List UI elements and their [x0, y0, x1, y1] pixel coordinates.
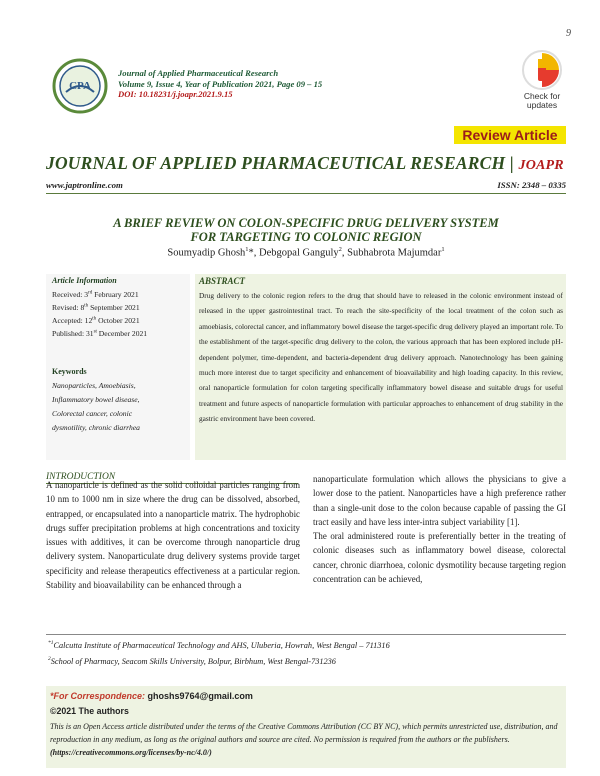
journal-info	[118, 68, 322, 100]
introduction-paragraph: The oral administered route is preferentially better in the treating of colonic diseases such as inflammatory bowel disease, colorectal cancer, chronic diarrhoea, colonic dysmotility because targeting region concentration can be achieved,	[313, 531, 566, 585]
journal-title-separator: |	[505, 153, 519, 173]
published-date: Published: 31st December 2021	[52, 329, 148, 338]
author-affiliation: 2	[338, 246, 342, 253]
keyword-line: Inflammatory bowel disease,	[52, 395, 140, 404]
abstract-heading: ABSTRACT	[199, 276, 246, 286]
introduction-column-1: A nanoparticle is defined as the solid colloidal particles ranging from 10 nm to 1000 nm in size where the drug can be dissolved, absorbed, entrapped, or encapsulated into a nanoparticle matrix. The hydrophobic drugs suffer precipitation problems at high concentrations and toxicity issues with additives, it can be overcome through nanoparticle drug delivery system. Nanoparticulate drug delivery systems provide target specificity and release therapeutics effectiveness at a particular region. Stability and bioavailability can be enhanced through a	[46, 480, 300, 591]
affiliation-footnote-1: $^{*1}$Calcutta Institute of Pharmaceutical Technology and AHS, Uluberia, Howrah, West Bengal – 711316	[48, 640, 390, 650]
page-number: 9	[566, 28, 571, 39]
introduction-column-2	[313, 472, 566, 586]
author-name: Subhabrota Majumdar	[347, 247, 442, 259]
check-updates-icon	[520, 48, 564, 92]
journal-logo	[52, 58, 108, 114]
author-name: Debgopal Ganguly	[259, 247, 339, 259]
license-text	[50, 720, 564, 759]
footnote-divider	[46, 634, 566, 635]
author-list	[46, 246, 566, 259]
author-name: Soumyadip Ghosh	[167, 247, 246, 259]
article-info-heading: Article Information	[52, 276, 117, 285]
author-affiliation: 1	[441, 246, 445, 253]
article-title	[46, 216, 566, 244]
received-date: Received: 3rd February 2021	[52, 290, 139, 299]
correspondence-email[interactable]: ghoshs9764@gmail.com	[147, 691, 253, 701]
keyword-line: Nanoparticles, Amoebiasis,	[52, 381, 136, 390]
article-type-badge: Review Article	[454, 126, 566, 144]
check-updates-line1: Check for	[523, 91, 561, 101]
copyright-notice: ©2021 The authors	[50, 706, 129, 716]
author-separator: ,	[341, 247, 348, 259]
header-divider	[46, 193, 566, 194]
journal-issn: ISSN: 2348 – 0335	[497, 180, 566, 190]
journal-title-text: JOURNAL OF APPLIED PHARMACEUTICAL RESEARCH	[46, 153, 506, 173]
abstract-text: Drug delivery to the colonic region refers to the drug that should have to released in the colonic environment instead of released in the upper gastrointestinal tract. To reach the site-specificity of the local treatment of the colon such as amoebiasis, colorectal cancer, and inflammatory bowel disease the target-specific drug delivery played an important role. To the establishment of the target-specific drug delivery to the colon, the various approach that has been explored include pH-dependent polymer, time-dependent, and bacteria-dependent drug delivery approach. Nanotechnology has been gaining much more interest due to target specificity and enhancement of bioavailability and high loading capacity. In this review, oral nanoparticle formulation for colon targeting specifically inflammatory bowel disease and suitable drugs for useful treatment and future aspects of nanoparticle formulation with particular approaches to enhancement of drug stability in the gastric environment have been covered.	[199, 291, 563, 424]
revised-date: Revised: 8th September 2021	[52, 303, 140, 312]
correspondence-line	[50, 691, 253, 701]
license-url[interactable]: (https://creativecommons.org/licenses/by-nc/4.0/)	[50, 748, 212, 757]
check-updates-line2: updates	[526, 100, 558, 110]
accepted-date: Accepted: 12th October 2021	[52, 316, 140, 325]
journal-website[interactable]: www.japtronline.com	[46, 180, 123, 190]
check-updates-label[interactable]	[510, 92, 574, 110]
article-title-line2: FOR TARGETING TO COLONIC REGION	[190, 230, 422, 244]
license-statement: This is an Open Access article distributed under the terms of the Creative Commons Attribution (CC BY NC), which permits unrestricted use, distribution, and reproduction in any medium, as long as the original authors and source are cited. No permission is required from the authors or the publishers.	[50, 722, 558, 744]
keywords-heading: Keywords	[52, 367, 87, 376]
journal-title	[46, 153, 564, 174]
journal-logo-text: CPA	[69, 80, 91, 92]
introduction-paragraph: nanoparticulate formulation which allows the physicians to give a lower dose to the patient. Nanoparticles have a high preference rather than a single-unit dose to the colon because capable of passing the GI tract easily and have less inter-intra subject variability [1].	[313, 474, 566, 527]
journal-name: Journal of Applied Pharmaceutical Research	[118, 68, 279, 78]
keyword-line: Colorectal cancer, colonic	[52, 409, 133, 418]
correspondence-label: *For Correspondence:	[50, 691, 146, 701]
keyword-line: dysmotility, chronic diarrhea	[52, 423, 140, 432]
author-separator: *,	[248, 247, 260, 259]
introduction-heading: INTRODUCTION	[46, 472, 116, 482]
journal-abbreviation: JOAPR	[518, 158, 564, 173]
journal-doi[interactable]: DOI: 10.18231/j.joapr.2021.9.15	[118, 89, 233, 99]
author-affiliation: 1	[245, 246, 249, 253]
affiliation-footnote-2: $^2$School of Pharmacy, Seacom Skills University, Bolpur, Birbhum, West Bengal-731236	[48, 656, 336, 666]
article-title-line1: A BRIEF REVIEW ON COLON-SPECIFIC DRUG DELIVERY SYSTEM	[113, 216, 499, 230]
check-for-updates-badge[interactable]	[520, 48, 564, 97]
journal-volume: Volume 9, Issue 4, Year of Publication 2021, Page 09 – 15	[118, 78, 323, 89]
